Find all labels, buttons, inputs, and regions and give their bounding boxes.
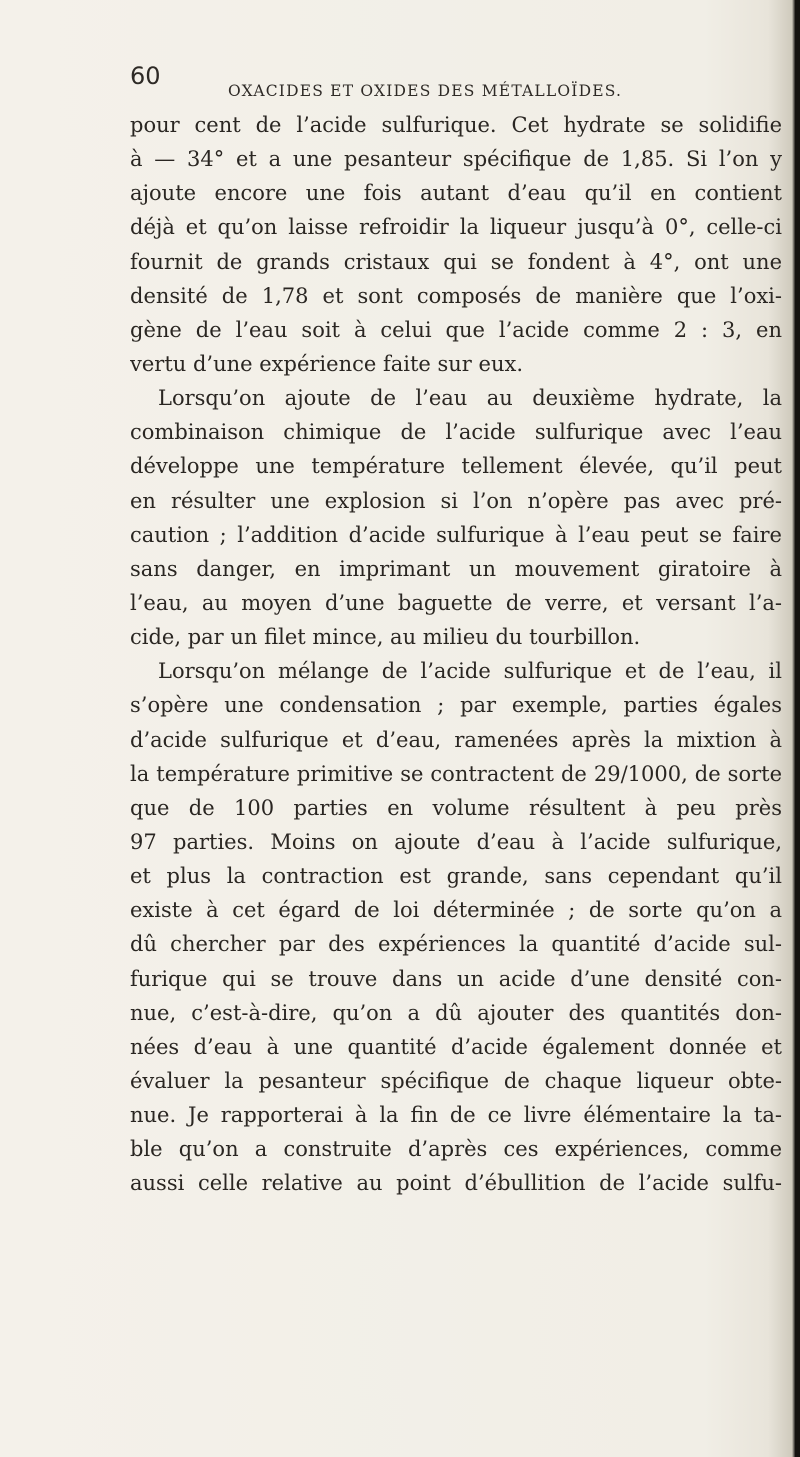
text-line: ajoute encore une fois autant d’eau qu’il en contient: [130, 181, 782, 206]
text-line: combinaison chimique de l’acide sulfurique avec l’eau: [130, 420, 782, 445]
text-line: sans danger, en imprimant un mouvement giratoire à: [130, 556, 782, 581]
text-line: aussi celle relative au point d’ébullition de l’acide sulfu-: [130, 1171, 782, 1196]
text-line: ble qu’on a construite d’après ces expériences, comme: [130, 1137, 782, 1162]
text-line: développe une température tellement élevée, qu’il peut: [130, 454, 782, 479]
text-line: déjà et qu’on laisse refroidir la liqueur jusqu’à 0°, celle-ci: [130, 215, 782, 240]
text-line: la température primitive se contractent de 29/1000, de sorte: [130, 761, 782, 786]
book-spine-edge: [795, 0, 800, 1457]
text-line: fournit de grands cristaux qui se fondent à 4°, ont une: [130, 249, 782, 274]
text-line: que de 100 parties en volume résultent à peu près: [130, 795, 782, 820]
text-line: densité de 1,78 et sont composés de manière que l’oxi-: [130, 283, 782, 308]
text-line: dû chercher par des expériences la quantité d’acide sul-: [130, 932, 782, 957]
text-line: et plus la contraction est grande, sans cependant qu’il: [130, 864, 782, 889]
body-text: [130, 108, 782, 1201]
text-line: s’opère une condensation ; par exemple, parties égales: [130, 693, 782, 718]
text-line: à — 34° et a une pesanteur spécifique de 1,85. Si l’on y: [130, 147, 782, 172]
text-line: pour cent de l’acide sulfurique. Cet hydrate se solidifie: [130, 113, 782, 137]
text-line: nue, c’est-à-dire, qu’on a dû ajouter des quantités don-: [130, 1000, 782, 1025]
text-line: évaluer la pesanteur spécifique de chaque liqueur obte-: [130, 1068, 782, 1093]
text-line: cide, par un filet mince, au milieu du tourbillon.: [130, 625, 641, 650]
paragraph-start-line: Lorsqu’on mélange de l’acide sulfurique et de l’eau, il: [158, 659, 782, 684]
text-line: nue. Je rapporterai à la fin de ce livre élémentaire la ta-: [130, 1103, 782, 1128]
text-line: d’acide sulfurique et d’eau, ramenées après la mixtion à: [130, 727, 782, 752]
text-line: l’eau, au moyen d’une baguette de verre, et versant l’a-: [130, 590, 782, 615]
text-line: en résulter une explosion si l’on n’opère pas avec pré-: [130, 488, 782, 513]
text-line: 97 parties. Moins on ajoute d’eau à l’acide sulfurique,: [130, 829, 782, 854]
text-line: vertu d’une expérience faite sur eux.: [130, 351, 523, 376]
text-line: furique qui se trouve dans un acide d’une densité con-: [130, 966, 782, 991]
text-line: gène de l’eau soit à celui que l’acide comme 2 : 3, en: [130, 317, 782, 342]
text-line: nées d’eau à une quantité d’acide également donnée et: [130, 1034, 782, 1059]
text-line: caution ; l’addition d’acide sulfurique à l’eau peut se faire: [130, 522, 782, 547]
running-title: OXACIDES ET OXIDES DES MÉTALLOÏDES.: [228, 82, 623, 100]
text-line: existe à cet égard de loi déterminée ; de sorte qu’on a: [130, 898, 782, 923]
page-header: [130, 62, 780, 106]
paragraph-start-line: Lorsqu’on ajoute de l’eau au deuxième hydrate, la: [158, 386, 782, 411]
page-number: 60: [130, 62, 161, 90]
